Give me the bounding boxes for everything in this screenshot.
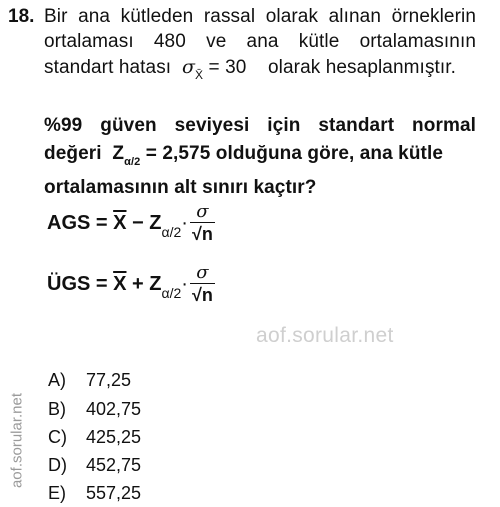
option-d[interactable] [48, 455, 141, 476]
option-e-value: 557,25 [86, 483, 142, 503]
side-watermark: aof.sorular.net [8, 392, 26, 489]
ags-subscript: α/2 [161, 223, 182, 240]
option-c-value: 425,25 [86, 427, 142, 447]
option-d-label: D) [48, 455, 67, 475]
ags-formula [47, 202, 215, 245]
option-b[interactable] [48, 399, 141, 420]
ags-xbar: $\overline{X}$ [113, 211, 127, 234]
option-a[interactable] [48, 370, 131, 391]
bold-line-2-end: = 2,575 olduğuna göre, ana kütle [145, 143, 444, 164]
option-c-label: C) [48, 427, 67, 447]
option-d-value: 452,75 [86, 455, 142, 475]
question-line-3 [44, 56, 457, 82]
ags-operator: − Z [126, 211, 162, 234]
sigma-subscript: X̄ [195, 68, 204, 82]
ugs-label: ÜGS = [47, 272, 114, 295]
z-symbol: Z [112, 143, 125, 164]
ugs-fraction [190, 263, 215, 306]
ugs-subscript: α/2 [161, 284, 182, 301]
question-line-1: Bir ana kütleden rassal olarak alınan örneklerin [44, 6, 476, 27]
ugs-denominator: √n [191, 285, 213, 305]
standard-error-value: = 30 [208, 57, 247, 78]
sigma-symbol: σ [181, 56, 196, 78]
option-b-label: B) [48, 399, 66, 419]
question-line-3-end: olarak hesaplanmıştır. [267, 57, 457, 78]
ags-label: AGS = [47, 211, 114, 234]
ags-numerator: σ [196, 201, 209, 222]
question-line-2: ortalaması 480 ve ana kütle ortalamasının [44, 31, 476, 52]
ugs-xbar: $\overline{X}$ [113, 272, 127, 295]
option-a-label: A) [48, 370, 66, 390]
ugs-formula [47, 263, 215, 306]
ags-denominator: √n [191, 224, 213, 244]
bold-line-2-start: değeri [44, 143, 102, 164]
ags-dot: · [181, 211, 188, 234]
question-line-3-text: standart hatası [44, 57, 172, 78]
question-number: 18. [8, 6, 35, 27]
option-e[interactable] [48, 483, 141, 504]
ugs-numerator: σ [196, 262, 209, 283]
watermark: aof.sorular.net [256, 324, 394, 347]
option-c[interactable] [48, 427, 141, 448]
ags-fraction [190, 202, 215, 245]
question-bold-line-3: ortalamasının alt sınırı kaçtır? [44, 177, 317, 198]
question-bold-line-1: %99 güven seviyesi için standart normal [44, 115, 476, 136]
option-e-label: E) [48, 483, 66, 503]
question-bold-line-2 [44, 143, 444, 168]
option-a-value: 77,25 [86, 370, 132, 390]
z-subscript: α/2 [124, 156, 141, 168]
ugs-dot: · [181, 272, 188, 295]
option-b-value: 402,75 [86, 399, 142, 419]
ugs-operator: + Z [126, 272, 162, 295]
